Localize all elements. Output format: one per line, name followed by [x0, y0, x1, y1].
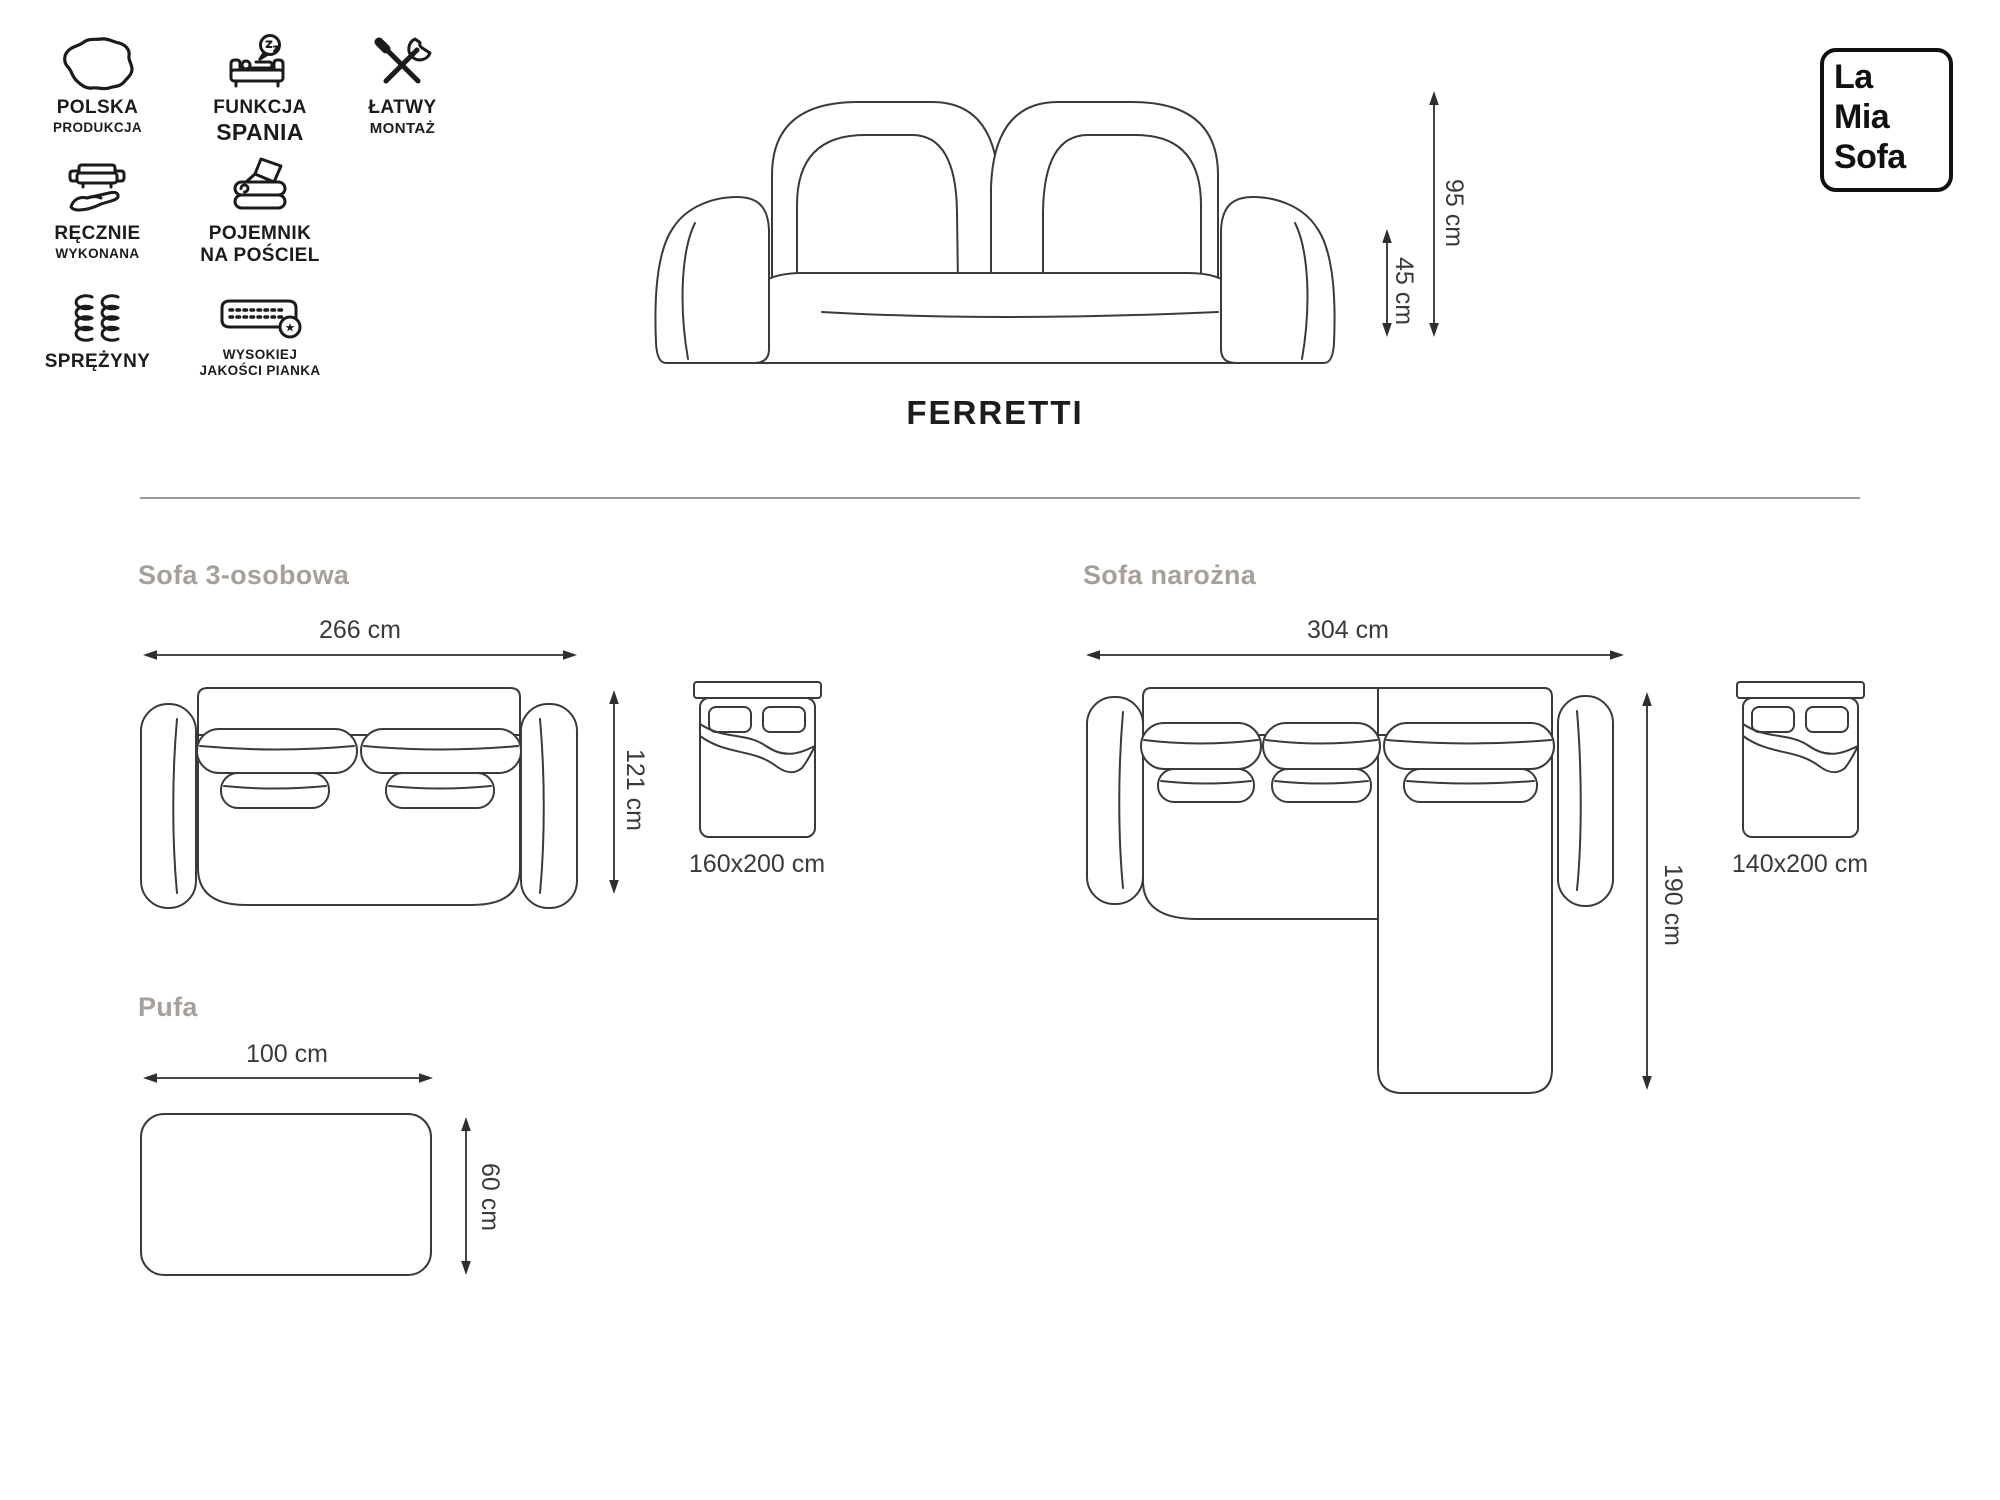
feature-label: MONTAŻ — [369, 120, 436, 138]
feature-label: POLSKA — [56, 97, 139, 118]
depth-dimension-label: 121 cm — [621, 749, 649, 831]
section-title-sofa3: Sofa 3-osobowa — [138, 560, 350, 590]
feature-label: WYSOKIEJ — [222, 347, 298, 362]
section-title-pouf: Pufa — [138, 992, 198, 1022]
brand-logo — [1820, 48, 1953, 192]
handmade-icon — [30, 160, 165, 218]
pouf-outline — [140, 1113, 432, 1276]
brand-logo-line: La — [1834, 58, 1873, 96]
foam-quality-icon — [175, 296, 345, 342]
width-dimension-label: 266 cm — [319, 616, 401, 644]
bed-size-icon — [690, 680, 825, 840]
h-arrow-corner-width — [1085, 648, 1625, 662]
feature-latwy-montaz — [345, 36, 460, 138]
springs-icon — [30, 292, 165, 346]
feature-label: POJEMNIK — [208, 223, 312, 244]
feature-label: NA POŚCIEL — [200, 245, 320, 267]
feature-funkcja-spania — [190, 34, 330, 147]
feature-recznie-wykonana — [30, 160, 165, 262]
height-dimension-label: 60 cm — [476, 1162, 504, 1232]
width-dimension-label: 100 cm — [246, 1040, 328, 1068]
sofa3-top-view-drawing — [140, 685, 585, 920]
seat-height-label: 45 cm — [1390, 256, 1418, 326]
product-title: FERRETTI — [906, 394, 1084, 431]
width-dimension-label: 304 cm — [1307, 616, 1389, 644]
feature-pojemnik-na-posciel — [185, 156, 335, 268]
brand-logo-line: Mia — [1834, 98, 1890, 136]
feature-wysokiej-jakosci-pianka — [175, 296, 345, 379]
feature-label: WYKONANA — [55, 246, 140, 262]
bedding-storage-icon — [185, 156, 335, 218]
tools-icon — [345, 36, 460, 92]
feature-label: SPANIA — [216, 119, 304, 146]
feature-label: SPRĘŻYNY — [44, 351, 151, 372]
feature-label: FUNKCJA — [213, 97, 307, 118]
depth-dimension-label: 190 cm — [1659, 864, 1687, 946]
svg-text:★: ★ — [284, 320, 296, 335]
v-arrow-pouf-height — [459, 1116, 473, 1276]
brand-logo-line: Sofa — [1834, 138, 1906, 176]
total-height-label: 95 cm — [1440, 178, 1468, 248]
feature-label: RĘCZNIE — [54, 223, 141, 244]
corner-sofa-top-view-drawing — [1085, 685, 1630, 1105]
v-arrow-corner-depth — [1640, 691, 1654, 1091]
h-arrow-sofa3-width — [142, 648, 578, 662]
poland-map-icon — [30, 36, 165, 92]
bed-size-label: 160x200 cm — [688, 850, 826, 878]
sofa-front-view-drawing — [650, 75, 1340, 370]
feature-sprezyny — [30, 292, 165, 373]
feature-label: ŁATWY — [368, 97, 437, 118]
divider — [140, 497, 1860, 499]
feature-polska-produkcja — [30, 36, 165, 136]
section-title-corner: Sofa narożna — [1083, 560, 1257, 590]
h-arrow-pouf-width — [142, 1071, 434, 1085]
bed-size-label: 140x200 cm — [1731, 850, 1869, 878]
sleeping-function-icon — [190, 34, 330, 92]
feature-label: JAKOŚCI PIANKA — [199, 362, 321, 378]
feature-label: PRODUKCJA — [52, 120, 143, 136]
bed-size-icon — [1733, 680, 1868, 840]
